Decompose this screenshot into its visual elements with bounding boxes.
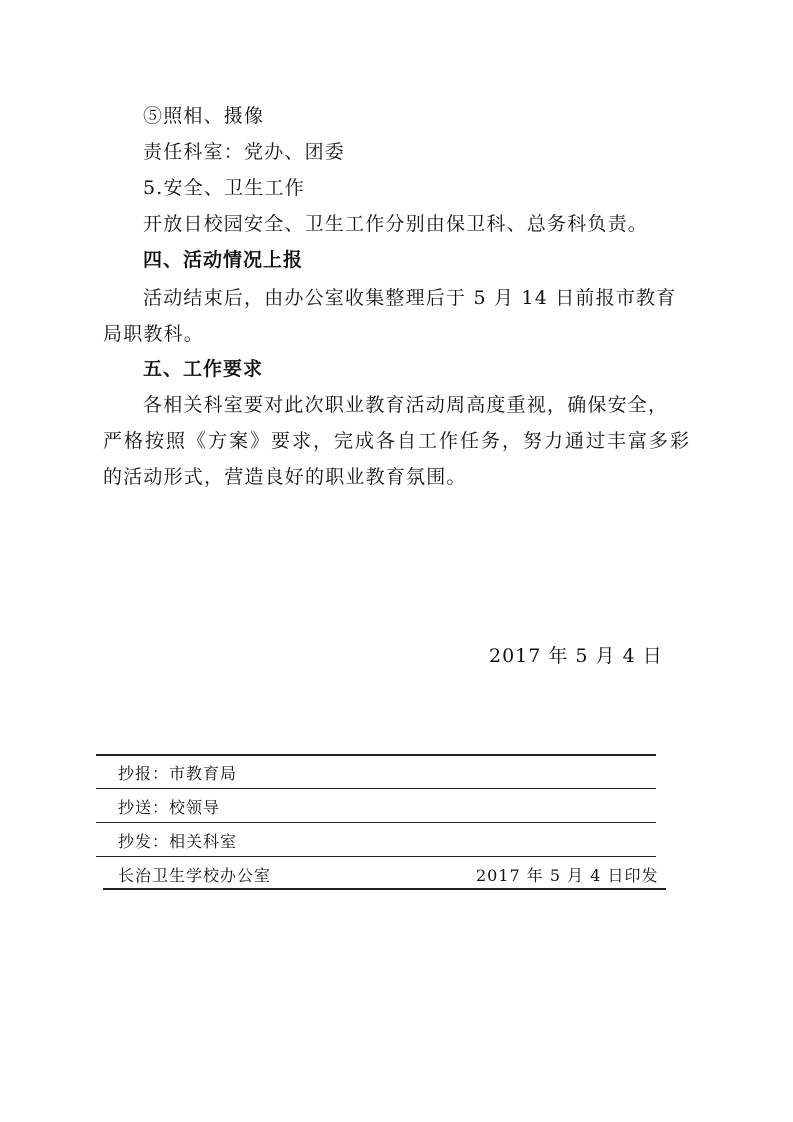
section5-title: 5.安全、卫生工作 — [143, 177, 305, 199]
issue-date: 2017 年 5 月 4 日印发 — [476, 866, 659, 885]
heading-5: 五、工作要求 — [143, 358, 264, 380]
para5-line1: 各相关科室要对此次职业教育活动周高度重视，确保安全， — [143, 394, 669, 416]
para5-line3: 的活动形式，营造良好的职业教育氛围。 — [103, 466, 467, 488]
footer-rule-2 — [96, 822, 656, 823]
para4-line1: 活动结束后，由办公室收集整理后于 5 月 14 日前报市教育 — [143, 287, 677, 309]
issuer: 长治卫生学校办公室 — [118, 866, 272, 885]
item5-responsible: 责任科室：党办、团委 — [143, 141, 346, 163]
distribute-to: 抄发：相关科室 — [118, 832, 238, 851]
footer-bottom-rule — [103, 888, 666, 890]
send-to: 抄送：校领导 — [118, 798, 221, 817]
report-to: 抄报：市教育局 — [118, 764, 238, 783]
section5-text: 开放日校园安全、卫生工作分别由保卫科、总务科负责。 — [143, 213, 649, 235]
para5-line2: 严格按照《方案》要求，完成各自工作任务，努力通过丰富多彩 — [103, 430, 689, 452]
item5-title: ⑤照相、摄像 — [143, 105, 265, 127]
para4-line2: 局职教科。 — [103, 323, 205, 345]
signature-date: 2017 年 5 月 4 日 — [489, 645, 663, 667]
footer-rule-1 — [96, 788, 656, 789]
footer-top-rule — [96, 754, 656, 756]
footer-rule-3 — [96, 856, 656, 857]
heading-4: 四、活动情况上报 — [143, 249, 304, 271]
